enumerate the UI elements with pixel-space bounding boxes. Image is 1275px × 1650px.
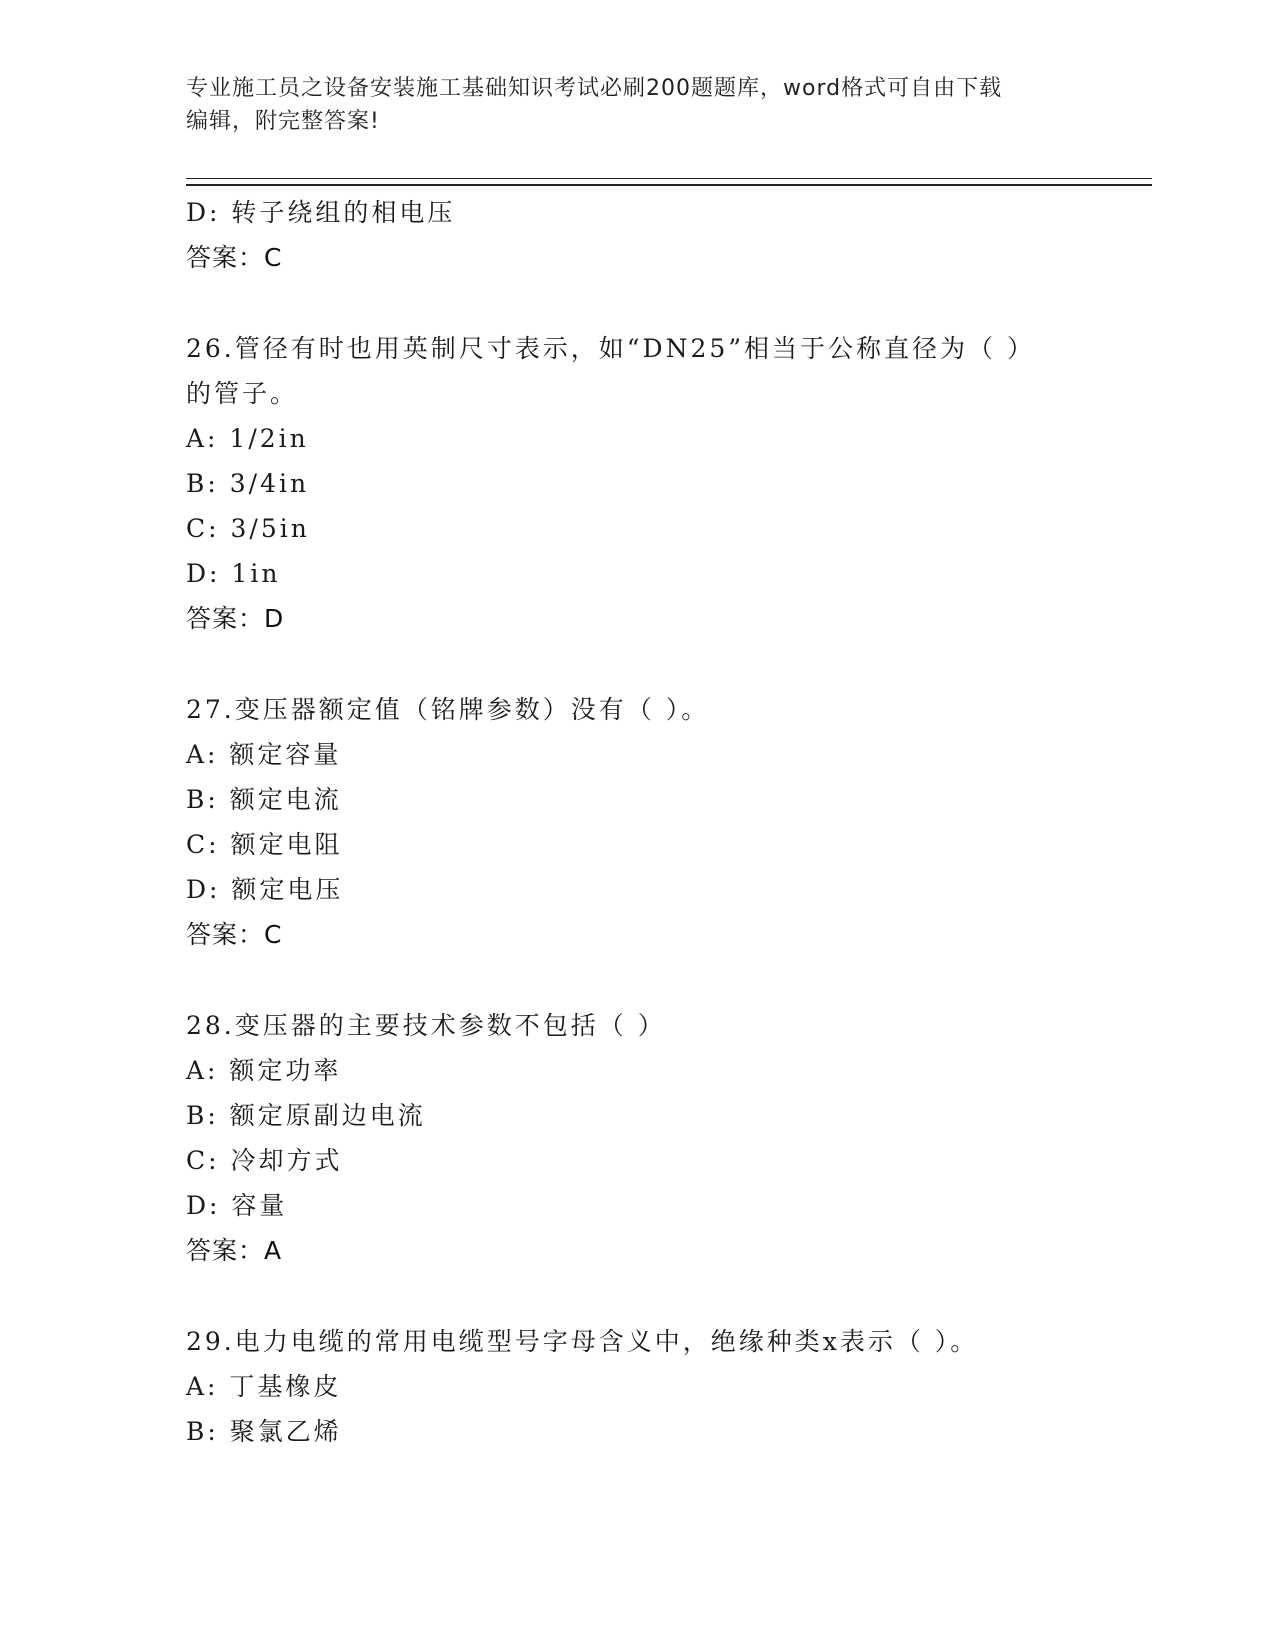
option-c: C: 额定电阻: [186, 830, 343, 859]
option-d: D: 额定电压: [186, 875, 344, 904]
header-divider: [186, 178, 1152, 186]
answer-line: 答案：C: [186, 243, 283, 272]
option-d: D: 1in: [186, 559, 281, 588]
option-b: B: 额定电流: [186, 785, 342, 814]
option-a: A: 额定容量: [186, 740, 342, 769]
page-header: [186, 72, 1066, 138]
option-a: A: 丁基橡皮: [186, 1372, 342, 1401]
question-29: [186, 1319, 1146, 1454]
option-a: A: 1/2in: [186, 424, 309, 453]
question-stem-line: 29.电力电缆的常用电缆型号字母含义中，绝缘种类x表示（ ）。: [186, 1327, 979, 1356]
spacer: [186, 957, 1146, 1003]
option-d: D: 转子绕组的相电压: [186, 198, 456, 227]
header-title-line-1: 专业施工员之设备安装施工基础知识考试必刷200题题库，word格式可自由下载: [186, 76, 1003, 101]
question-26: [186, 326, 1146, 641]
option-d: D: 容量: [186, 1191, 288, 1220]
answer-line: 答案：C: [186, 920, 283, 949]
option-c: C: 冷却方式: [186, 1146, 343, 1175]
question-stem-line: 的管子。: [186, 379, 299, 408]
option-c: C: 3/5in: [186, 514, 310, 543]
answer-line: 答案：A: [186, 1236, 283, 1265]
question-stem-line: 27.变压器额定值（铭牌参数）没有（ ）。: [186, 695, 710, 724]
option-a: A: 额定功率: [186, 1056, 342, 1085]
answer-line: 答案：D: [186, 604, 285, 633]
option-b: B: 额定原副边电流: [186, 1101, 426, 1130]
question-content: [186, 190, 1146, 1454]
question-stem-line: 26.管径有时也用英制尺寸表示，如“DN25”相当于公称直径为（ ）: [186, 334, 1035, 363]
question-27: [186, 687, 1146, 957]
spacer: [186, 280, 1146, 326]
spacer: [186, 1273, 1146, 1319]
option-b: B: 3/4in: [186, 469, 310, 498]
previous-question-tail: [186, 190, 1146, 280]
question-stem-line: 28.变压器的主要技术参数不包括（ ）: [186, 1011, 666, 1040]
header-title-line-2: 编辑，附完整答案!: [186, 109, 380, 134]
spacer: [186, 641, 1146, 687]
option-b: B: 聚氯乙烯: [186, 1417, 342, 1446]
question-28: [186, 1003, 1146, 1273]
